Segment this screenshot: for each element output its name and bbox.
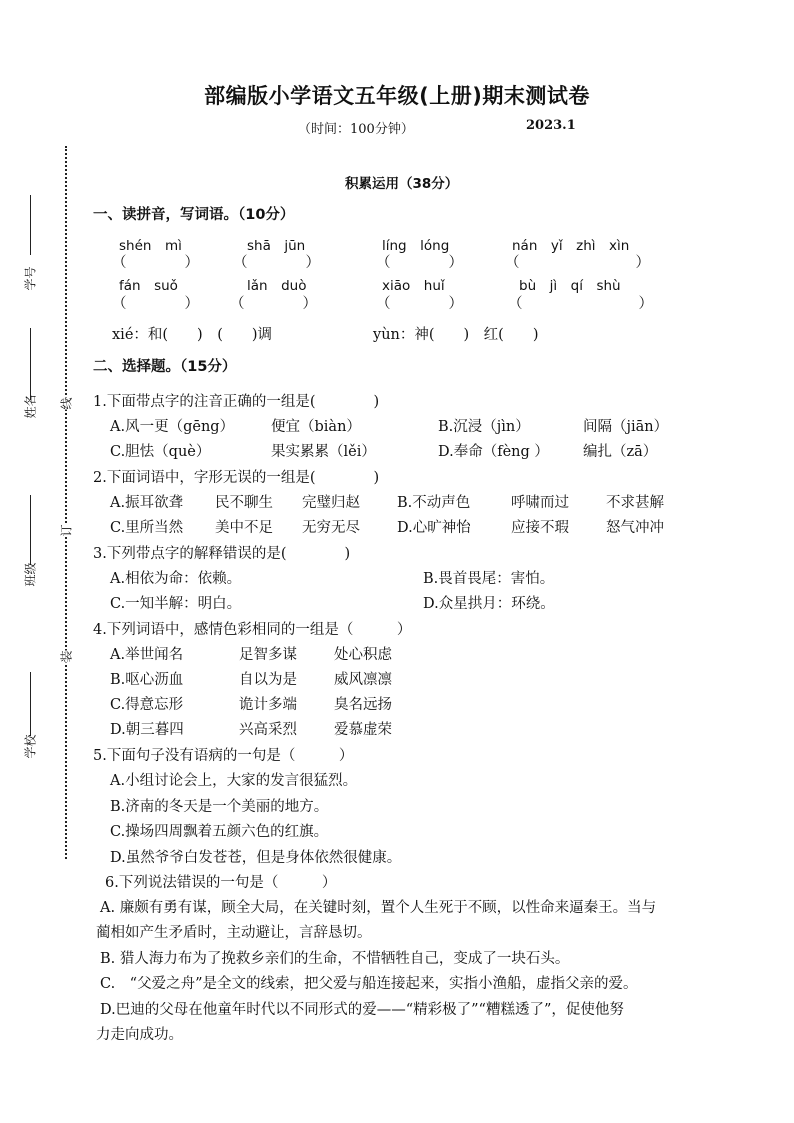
yun-item[interactable]: yùn：神( ) 红( ) — [373, 327, 539, 343]
q2-option-b[interactable]: B.不动声色 — [397, 495, 471, 511]
q6-option-c[interactable]: C. “父爱之舟”是全文的线索，把父爱与船连接起来，实指小渔船，虚指父亲的爱。 — [100, 976, 638, 992]
q6-option-d[interactable]: D.巴迪的父母在他童年时代以不同形式的爱——“精彩极了”“糟糕透了”，促使他努 — [100, 1002, 624, 1018]
q2-word: 美中不足 — [215, 520, 273, 536]
q4-option-a[interactable]: A.举世闻名 — [110, 647, 184, 663]
answer-blank[interactable]: （ ） — [230, 296, 317, 312]
q1-option-a[interactable]: A.风一更（gēng） — [110, 419, 235, 435]
q2-word: 怒气冲冲 — [606, 520, 664, 536]
q1-option-b2: 间隔（jiān） — [583, 419, 669, 435]
q3-option-c[interactable]: C.一知半解：明白。 — [110, 596, 242, 612]
school-label: 学校 — [23, 734, 38, 759]
school-line[interactable] — [30, 672, 31, 736]
margin-mark-zhuang: 装 — [59, 650, 74, 663]
q4-word: 兴高采烈 — [239, 722, 297, 738]
xie-item[interactable]: xié：和( ) ( )调 — [112, 327, 273, 343]
q4-word: 臭名远扬 — [334, 697, 392, 713]
part-title: 积累运用（38分） — [345, 176, 459, 192]
pinyin-nanyizhixin: nán yǐ zhì xìn — [512, 238, 630, 254]
exam-duration: （时间：100分钟） — [298, 122, 414, 137]
q2-option-d[interactable]: D.心旷神怡 — [397, 520, 471, 536]
q5-option-b[interactable]: B.济南的冬天是一个美丽的地方。 — [110, 799, 329, 815]
q5-option-a[interactable]: A.小组讨论会上，大家的发言很猛烈。 — [110, 773, 358, 789]
q4-word: 足智多谋 — [239, 647, 297, 663]
q4-word: 处心积虑 — [334, 647, 392, 663]
q2-word: 民不聊生 — [215, 495, 273, 511]
pinyin-shajun: shā jūn — [247, 238, 306, 254]
name-line[interactable] — [30, 328, 31, 400]
q2-option-c[interactable]: C.里所当然 — [110, 520, 184, 536]
answer-blank[interactable]: （ ） — [508, 296, 653, 312]
q2-word: 无穷无尽 — [302, 520, 360, 536]
pinyin-xiaohui: xiāo huǐ — [382, 278, 445, 294]
page-title: 部编版小学语文五年级(上册)期末测试卷 — [204, 84, 590, 108]
q6-option-b[interactable]: B. 猎人海力布为了挽救乡亲们的生命，不惜牺牲自己，变成了一块石头。 — [100, 951, 570, 967]
q5-stem: 5.下面句子没有语病的一句是（ ） — [93, 748, 354, 764]
q6-stem: 6.下列说法错误的一句是（ ） — [105, 875, 337, 891]
student-id-label: 学号 — [23, 266, 38, 291]
pinyin-fansuo: fán suǒ — [119, 278, 178, 294]
answer-blank[interactable]: （ ） — [376, 296, 463, 312]
answer-blank[interactable]: （ ） — [112, 296, 199, 312]
q1-option-d[interactable]: D.奉命（fèng ） — [438, 444, 549, 460]
q2-word: 不求甚解 — [606, 495, 664, 511]
q1-option-c2: 果实累累（lěi） — [271, 444, 376, 460]
q2-word: 呼啸而过 — [511, 495, 569, 511]
q3-option-a[interactable]: A.相依为命：依赖。 — [110, 571, 242, 587]
q4-option-d[interactable]: D.朝三暮四 — [110, 722, 184, 738]
q1-stem: 1.下面带点字的注音正确的一组是( ) — [93, 394, 380, 410]
answer-blank[interactable]: （ ） — [112, 255, 199, 271]
q4-option-c[interactable]: C.得意忘形 — [110, 697, 184, 713]
q4-word: 爱慕虚荣 — [334, 722, 392, 738]
q4-word: 威风凛凛 — [334, 672, 392, 688]
margin-mark-ding: 订 — [59, 524, 74, 537]
q2-stem: 2.下面词语中，字形无误的一组是( ) — [93, 470, 380, 486]
q3-option-b[interactable]: B.畏首畏尾：害怕。 — [423, 571, 555, 587]
q5-option-d[interactable]: D.虽然爷爷白发苍苍，但是身体依然很健康。 — [110, 850, 402, 866]
margin-mark-xian: 线 — [59, 397, 74, 410]
section2-heading: 二、选择题。（15分） — [93, 359, 237, 375]
q1-option-b[interactable]: B.沉浸（jìn） — [438, 419, 530, 435]
class-line[interactable] — [30, 495, 31, 565]
q4-word: 自以为是 — [239, 672, 297, 688]
answer-blank[interactable]: （ ） — [233, 255, 320, 271]
pinyin-bujiqishu: bù jì qí shù — [519, 278, 621, 294]
answer-blank[interactable]: （ ） — [505, 255, 650, 271]
section1-heading: 一、读拼音，写词语。（10分） — [93, 207, 295, 223]
answer-blank[interactable]: （ ） — [376, 255, 463, 271]
q4-stem: 4.下列词语中，感情色彩相同的一组是（ ） — [93, 622, 412, 638]
q2-word: 完璧归赵 — [302, 495, 360, 511]
name-label: 姓名 — [23, 394, 38, 419]
q4-option-b[interactable]: B.呕心沥血 — [110, 672, 184, 688]
q6-option-a[interactable]: A. 廉颇有勇有谋，顾全大局，在关键时刻，置个人生死于不顾，以性命来逼秦王。当与 — [100, 900, 657, 916]
student-id-line[interactable] — [30, 195, 31, 255]
q2-option-a[interactable]: A.振耳欲聋 — [110, 495, 184, 511]
q6-option-a-cont: 蔺相如产生矛盾时，主动避让，言辞恳切。 — [96, 925, 372, 941]
q3-option-d[interactable]: D.众星拱月：环绕。 — [423, 596, 555, 612]
q1-option-c[interactable]: C.胆怯（què） — [110, 444, 211, 460]
q6-option-d-cont: 力走向成功。 — [96, 1027, 183, 1043]
class-label: 班级 — [23, 562, 38, 587]
q5-option-c[interactable]: C.操场四周飘着五颜六色的红旗。 — [110, 824, 329, 840]
pinyin-shenmi: shén mì — [119, 238, 182, 254]
pinyin-linglong: líng lóng — [382, 238, 450, 254]
q2-word: 应接不瑕 — [511, 520, 569, 536]
pinyin-landuo: lǎn duò — [247, 278, 307, 294]
q1-option-a2: 便宜（biàn） — [271, 419, 361, 435]
exam-date: 2023.1 — [526, 118, 576, 133]
q4-word: 诡计多端 — [239, 697, 297, 713]
q3-stem: 3.下列带点字的解释错误的是( ) — [93, 546, 351, 562]
binding-dotted-line — [65, 146, 67, 859]
q1-option-d2: 编扎（zā） — [583, 444, 658, 460]
